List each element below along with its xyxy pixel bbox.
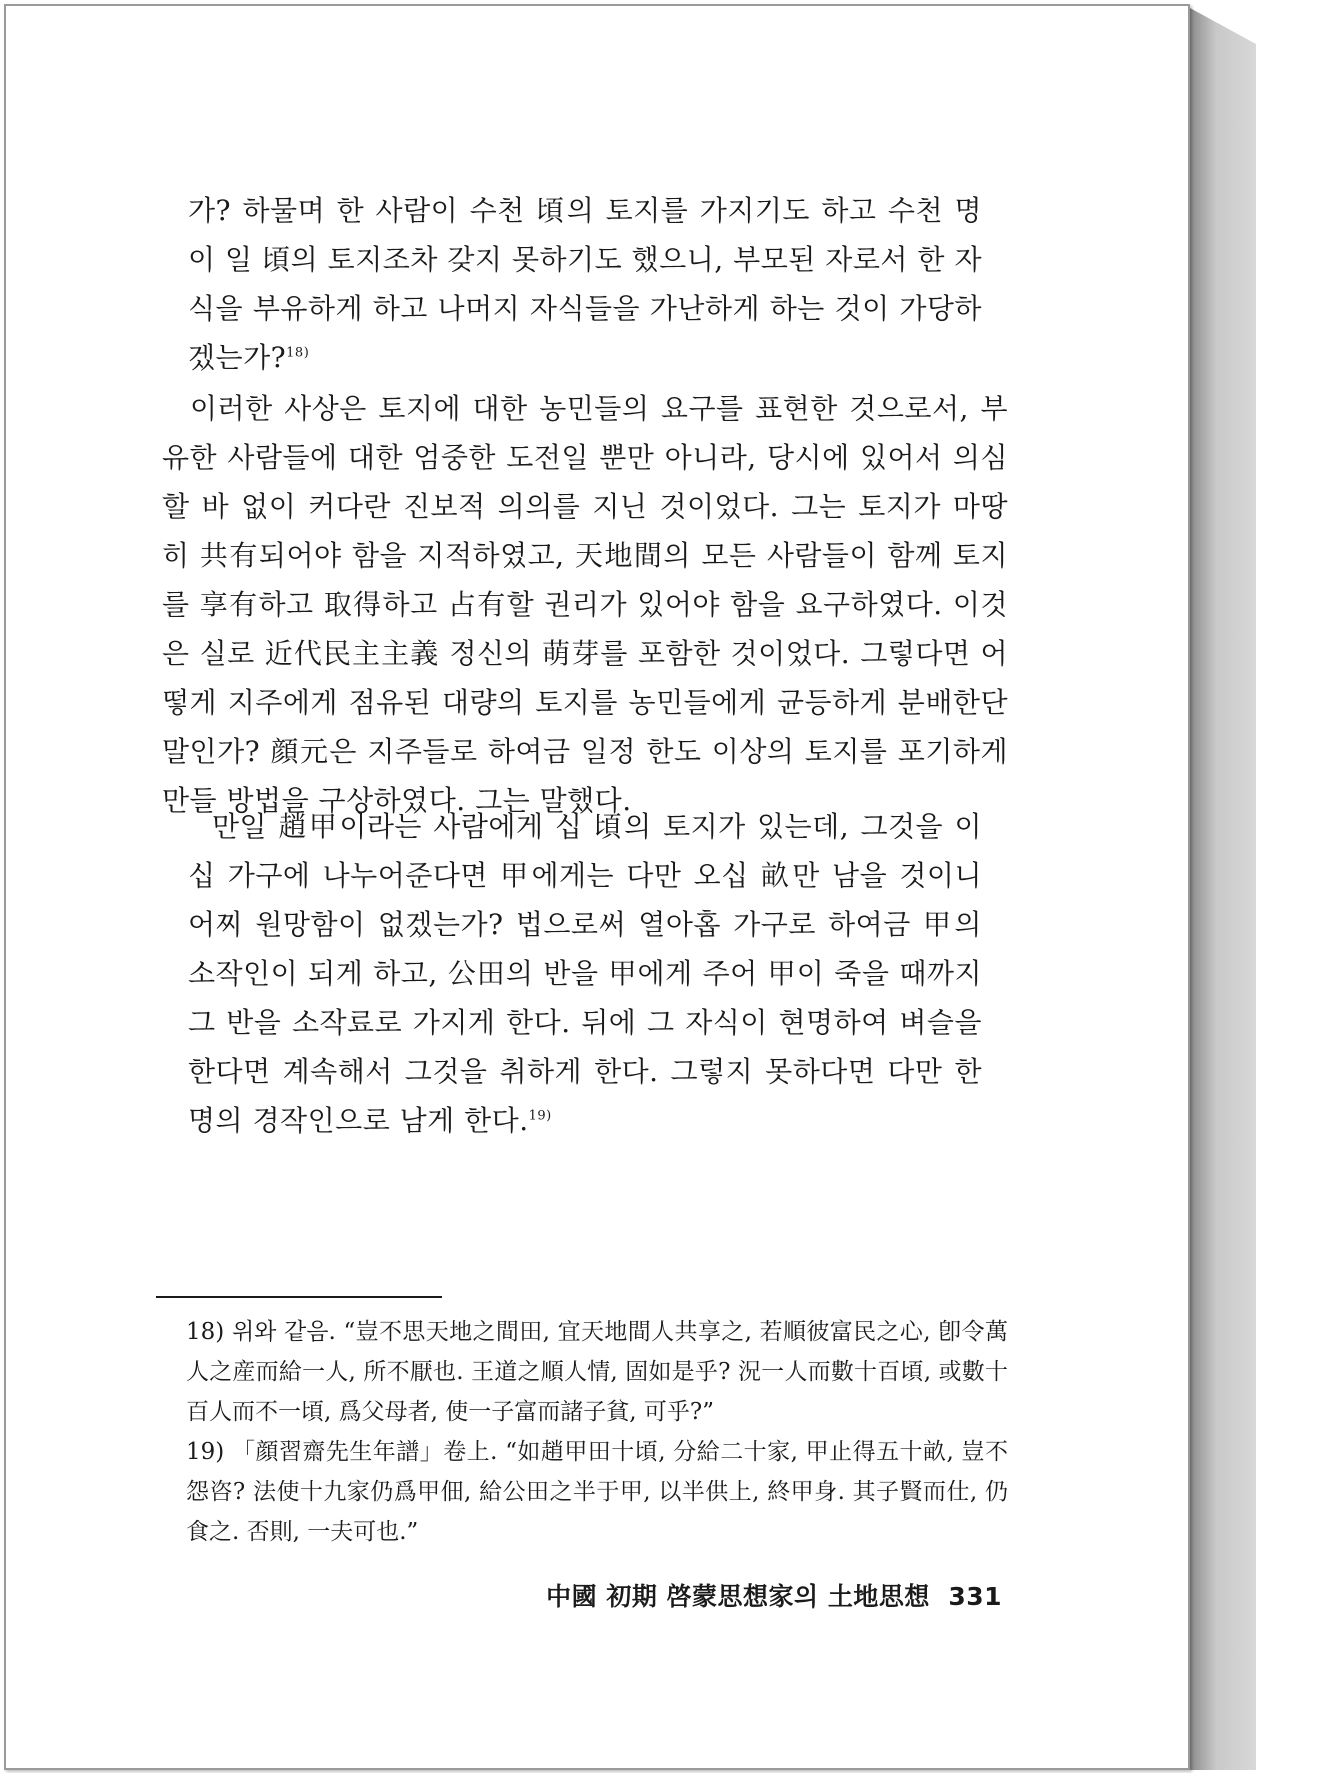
block-quote-18 [188, 186, 982, 382]
footnote-separator [156, 1296, 442, 1298]
book-page-edge [1190, 8, 1256, 1770]
footnote-text: 「顔習齋先生年譜」卷上. “如趙甲田十頃, 分給二十家, 甲止得五十畝, 豈不怨咨? 法使十九家仍爲甲佃, 給公田之半于甲, 以半供上, 終甲身. 其子賢而仕, 仍食之. 否則, 一夫可也.” [186, 1439, 1009, 1545]
page-footer [546, 1577, 1002, 1613]
page-number: 331 [948, 1582, 1002, 1611]
quote-text: 가? 하물며 한 사람이 수천 頃의 토지를 가지기도 하고 수천 명이 일 頃의 토지조차 갖지 못하기도 했으니, 부모된 자로서 한 자식을 부유하게 하고 나머지 자식들을 가난하게 하는 것이 가당하겠는가? [188, 194, 982, 374]
body-paragraph: 이러한 사상은 토지에 대한 농민들의 요구를 표현한 것으로서, 부유한 사람들에 대한 엄중한 도전일 뿐만 아니라, 당시에 있어서 의심할 바 없이 커다란 진보적 의의를 지닌 것이었다. 그는 토지가 마땅히 共有되어야 함을 지적하였고, 天地間의 모든 사람들이 함께 토지를 享有하고 取得하고 占有할 권리가 있어야 함을 요구하였다. 이것은 실로 近代民主主義 정신의 萌芽를 포함한 것이었다. 그렇다면 어떻게 지주에게 점유된 대량의 토지를 농민들에게 균등하게 분배한단 말인가? 顔元은 지주들로 하여금 일정 한도 이상의 토지를 포기하게 만들 방법을 구상하였다. 그는 말했다. [162, 392, 1008, 817]
footnote-19 [186, 1432, 1008, 1552]
footnote-text: 위와 같음. “豈不思天地之間田, 宜天地間人共享之, 若順彼富民之心, 卽令萬人之産而給一人, 所不厭也. 王道之順人情, 固如是乎? 況一人而數十百頃, 或數十百人而不一頃, 爲父母者, 使一子富而諸子貧, 可乎?” [186, 1319, 1008, 1425]
footnote-18 [186, 1312, 1008, 1432]
footnote-ref-18: 18) [286, 345, 310, 361]
footnote-number: 18) [186, 1319, 225, 1345]
block-quote-19 [188, 802, 982, 1145]
footnote-number: 19) [186, 1439, 225, 1465]
footnote-ref-19: 19) [528, 1108, 552, 1124]
book-page [4, 4, 1190, 1770]
quote-text: 만일 趙甲이라는 사람에게 십 頃의 토지가 있는데, 그것을 이십 가구에 나누어준다면 甲에게는 다만 오십 畝만 남을 것이니 어찌 원망함이 없겠는가? 법으로써 열아홉 가구로 하여금 甲의 소작인이 되게 하고, 公田의 반을 甲에게 주어 甲이 죽을 때까지 그 반을 소작료로 가지게 한다. 뒤에 그 자식이 현명하여 벼슬을 한다면 계속해서 그것을 취하게 한다. 그렇지 못하다면 다만 한 명의 경작인으로 남게 한다. [188, 810, 982, 1137]
running-footer: 中國 初期 啓蒙思想家의 土地思想 [546, 1582, 930, 1611]
